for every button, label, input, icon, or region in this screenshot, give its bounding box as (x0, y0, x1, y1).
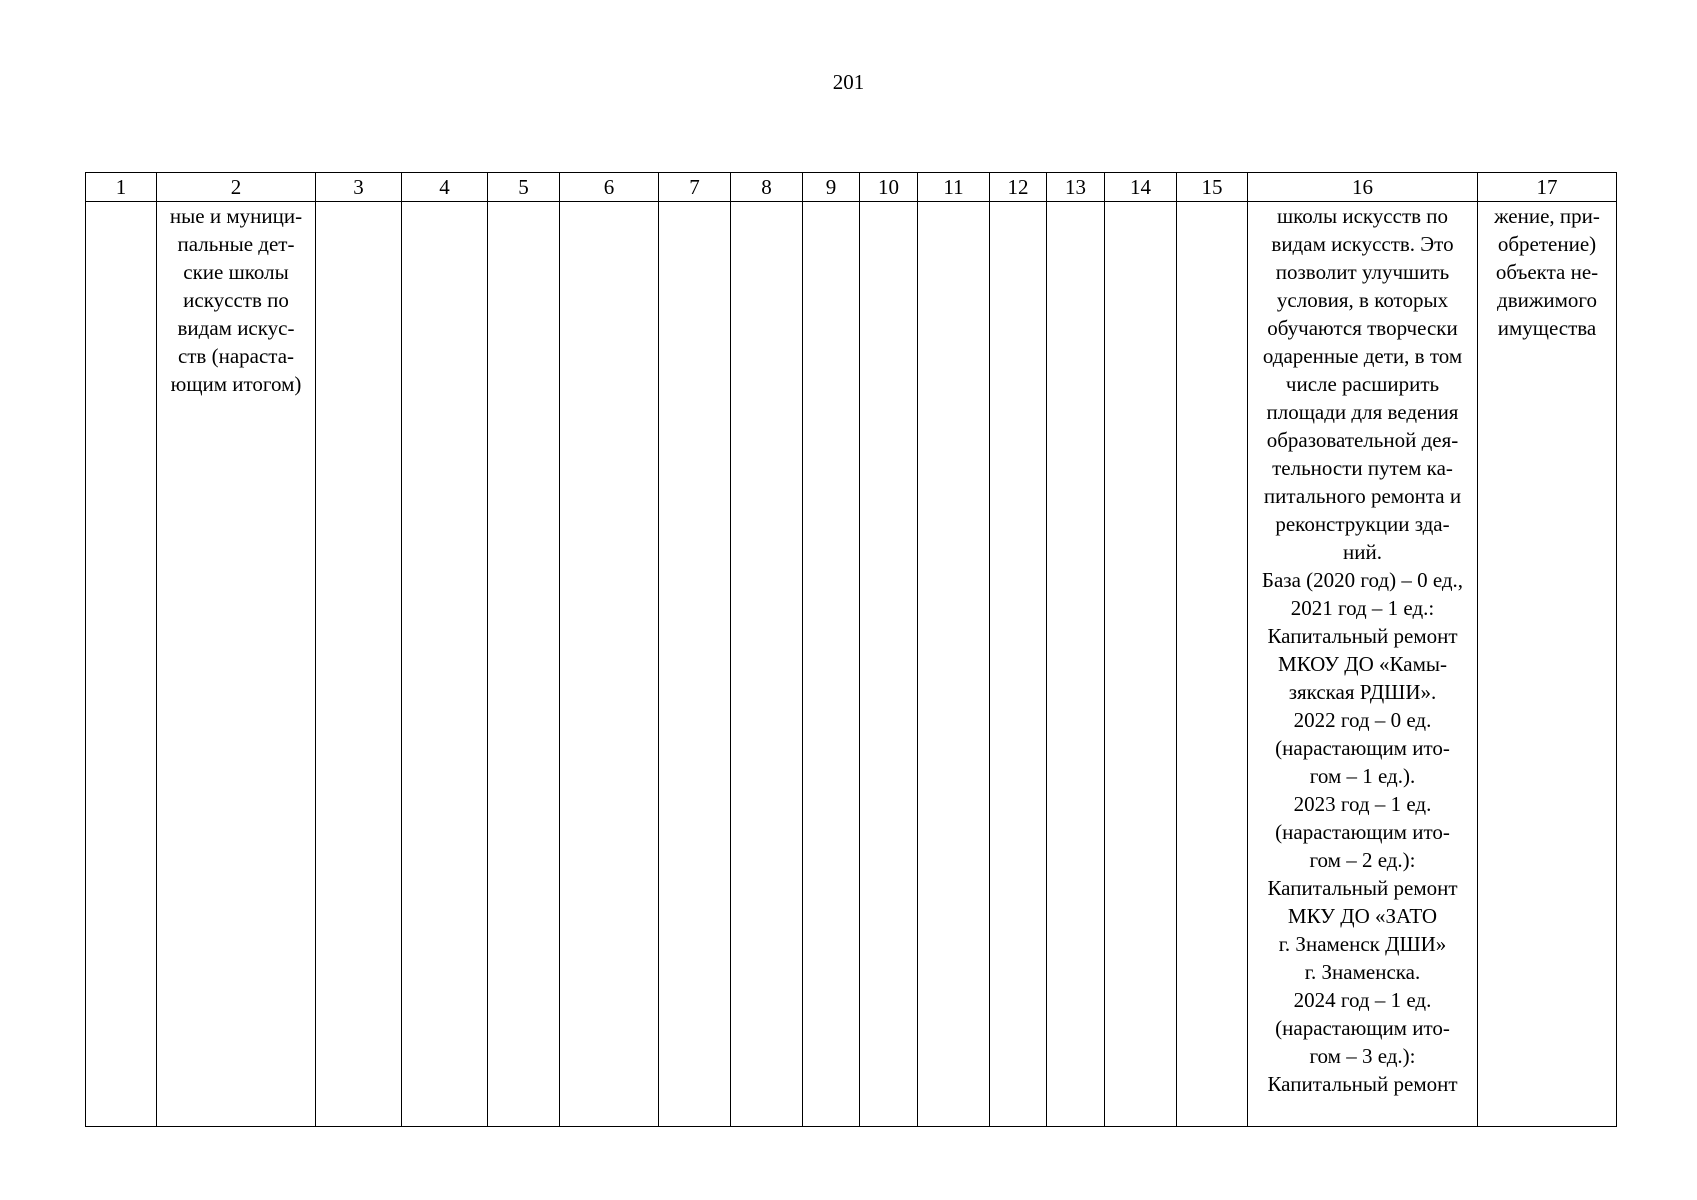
column-header: 11 (918, 173, 990, 202)
cell-text-line: обучаются творчески (1267, 316, 1458, 340)
cell-col-17 (1478, 202, 1617, 1127)
column-header: 4 (402, 173, 488, 202)
cell-text-line: ские школы (183, 260, 289, 284)
cell-col-16 (1248, 202, 1478, 1127)
cell-text-line: 2023 год – 1 ед. (1293, 792, 1432, 816)
table-row (86, 202, 1617, 1127)
cell-text-line: г. Знаменск ДШИ» (1278, 932, 1447, 956)
cell-col-6 (560, 202, 659, 1127)
cell-text-line: тельности путем ка- (1272, 456, 1453, 480)
column-header: 6 (560, 173, 659, 202)
cell-col-1 (86, 202, 157, 1127)
cell-text-line: площади для ведения (1266, 400, 1459, 424)
cell-col-15 (1177, 202, 1248, 1127)
cell-col-11 (918, 202, 990, 1127)
cell-col-13 (1047, 202, 1105, 1127)
cell-text-line: гом – 2 ед.): (1309, 848, 1416, 872)
cell-text-line: МКУ ДО «ЗАТО (1287, 904, 1438, 928)
cell-text-line: одаренные дети, в том (1262, 344, 1463, 368)
column-header: 14 (1105, 173, 1177, 202)
cell-text-line: Капитальный ремонт (1267, 1072, 1458, 1096)
column-header: 1 (86, 173, 157, 202)
cell-text-line: видам искусств. Это (1271, 232, 1454, 256)
column-header: 10 (860, 173, 918, 202)
cell-text-line: жение, при- (1494, 204, 1600, 228)
cell-text-line: гом – 1 ед.). (1309, 764, 1416, 788)
cell-text-line: (нарастающим ито- (1275, 1016, 1450, 1040)
cell-text-line: имущества (1497, 316, 1597, 340)
cell-text-line: условия, в которых (1276, 288, 1449, 312)
cell-text-line: (нарастающим ито- (1275, 736, 1450, 760)
column-header: 17 (1478, 173, 1617, 202)
cell-text-line: ные и муници- (169, 204, 303, 228)
column-header: 16 (1248, 173, 1478, 202)
cell-col-12 (990, 202, 1047, 1127)
cell-col-2 (157, 202, 316, 1127)
cell-text-line: искусств по (183, 288, 289, 312)
header-row (86, 173, 1617, 202)
cell-text-line: Капитальный ремонт (1267, 624, 1458, 648)
cell-text-line: ющим итогом) (170, 372, 302, 396)
cell-text-line: пальные дет- (177, 232, 295, 256)
page-number: 201 (832, 70, 865, 94)
cell-text-line: питального ремонта и (1263, 484, 1462, 508)
cell-col-10 (860, 202, 918, 1127)
cell-col-7 (659, 202, 731, 1127)
cell-text-line: зякская РДШИ». (1288, 680, 1437, 704)
cell-col-4 (402, 202, 488, 1127)
data-table (85, 172, 1617, 1127)
cell-text-line: позволит улучшить (1275, 260, 1450, 284)
cell-col-5 (488, 202, 560, 1127)
cell-text-line: реконструкции зда- (1275, 512, 1450, 536)
column-header: 12 (990, 173, 1047, 202)
cell-text-line: База (2020 год) – 0 ед., (1261, 568, 1464, 592)
column-header: 2 (157, 173, 316, 202)
cell-col-3 (316, 202, 402, 1127)
cell-col-14 (1105, 202, 1177, 1127)
cell-text-line: МКОУ ДО «Камы- (1278, 652, 1447, 676)
cell-text-line: 2022 год – 0 ед. (1293, 708, 1432, 732)
cell-text-line: ств (нараста- (177, 344, 295, 368)
cell-text-line: 2021 год – 1 ед.: (1290, 596, 1435, 620)
cell-text-line: видам искус- (177, 316, 295, 340)
cell-text-line: ний. (1343, 540, 1382, 564)
cell-col-8 (731, 202, 803, 1127)
cell-col-9 (803, 202, 860, 1127)
cell-text-line: школы искусств по (1276, 204, 1449, 228)
cell-text-line: объекта не- (1495, 260, 1599, 284)
column-header: 7 (659, 173, 731, 202)
cell-text-line: (нарастающим ито- (1275, 820, 1450, 844)
column-header: 13 (1047, 173, 1105, 202)
column-header: 9 (803, 173, 860, 202)
cell-text-line: г. Знаменска. (1304, 960, 1421, 984)
column-header: 3 (316, 173, 402, 202)
cell-text-line: Капитальный ремонт (1267, 876, 1458, 900)
cell-text-line: гом – 3 ед.): (1309, 1044, 1416, 1068)
cell-text-line: числе расширить (1285, 372, 1440, 396)
cell-text-line: обретение) (1497, 232, 1597, 256)
cell-text-line: 2024 год – 1 ед. (1293, 988, 1432, 1012)
cell-text-line: движимого (1497, 288, 1597, 312)
column-header: 8 (731, 173, 803, 202)
column-header: 15 (1177, 173, 1248, 202)
cell-text-line: образовательной дея- (1266, 428, 1459, 452)
column-header: 5 (488, 173, 560, 202)
